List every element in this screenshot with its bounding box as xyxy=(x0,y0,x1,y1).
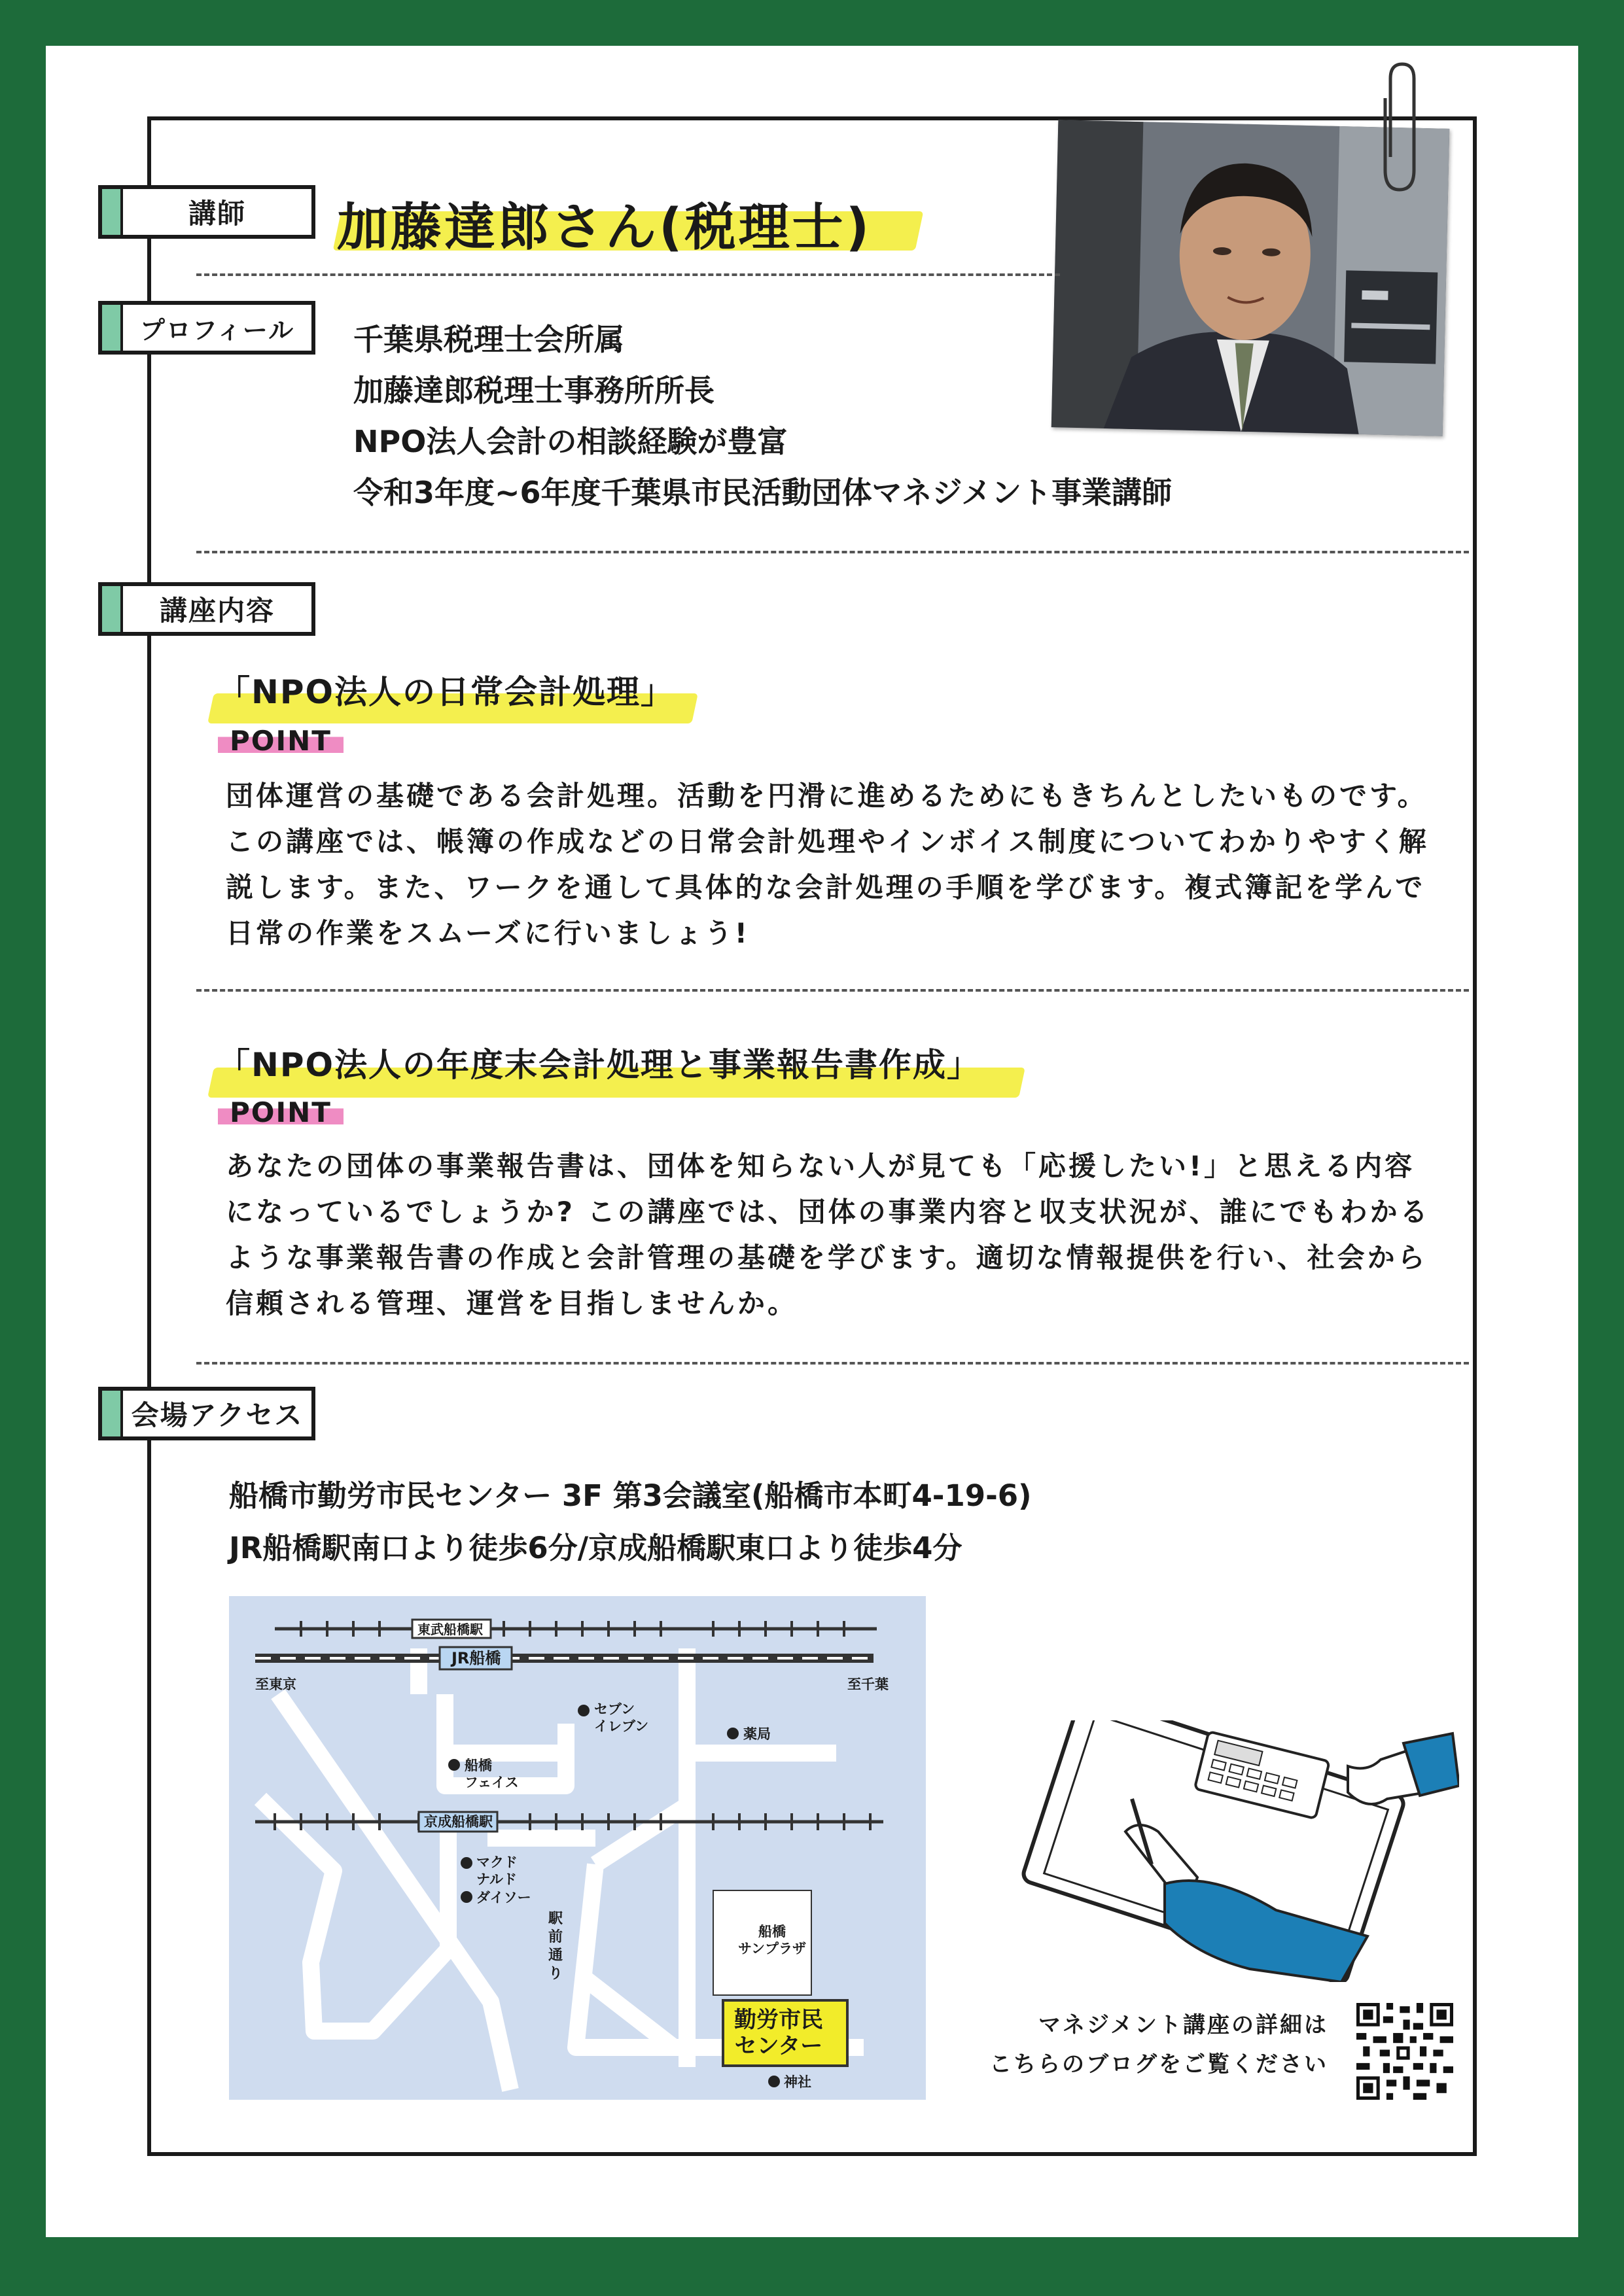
map-label-venue-2: センター xyxy=(734,2033,823,2059)
course2-title: 「NPO法人の年度末会計処理と事業報告書作成」 xyxy=(217,1046,981,1084)
paperclip-icon xyxy=(1377,59,1423,196)
course1-title: 「NPO法人の日常会計処理」 xyxy=(217,673,675,711)
lecturer-name-block xyxy=(337,186,872,260)
course1-line: 団体運営の基礎である会計処理。活動を円滑に進めるためにもきちんとしたいものです。 xyxy=(226,780,1428,812)
map-label-face-2: フェイス xyxy=(465,1775,519,1790)
point-badge: POINT xyxy=(218,1096,344,1128)
map-label-seven xyxy=(594,1701,648,1735)
course-label: 講座内容 xyxy=(159,595,275,627)
course2-line: になっているでしょうか? この講座では、団体の事業内容と収支状況が、誰にでもわかる xyxy=(226,1196,1430,1228)
map-label-mcd-2: ナルド xyxy=(476,1871,517,1887)
calculator-clipboard-illustration-icon xyxy=(1001,1720,1459,1982)
map-label-jr: JR船橋 xyxy=(451,1649,501,1667)
course1-line: 説します。また、ワークを通して具体的な会計処理の手順を学びます。複式簿記を学んで xyxy=(226,871,1426,903)
lecturer-label-tab xyxy=(98,185,315,239)
profile-line: NPO法人会計の相談経験が豊富 xyxy=(353,424,788,459)
map-label-to-tokyo: 至東京 xyxy=(255,1677,296,1692)
point-badge: POINT xyxy=(218,725,344,757)
divider xyxy=(196,273,1060,276)
profile-line: 加藤達郎税理士事務所所長 xyxy=(353,373,715,408)
divider xyxy=(196,989,1469,992)
lecturer-label: 講師 xyxy=(188,198,246,230)
map-label-sunplaza xyxy=(738,1923,806,1957)
map-label-seven-1: セブン xyxy=(594,1701,635,1717)
profile-lines xyxy=(353,314,1172,518)
profile-label-tab xyxy=(98,301,315,355)
course2-line: あなたの団体の事業報告書は、団体を知らない人が見ても「応援したい!」と思える内容 xyxy=(226,1150,1415,1182)
course2-line: ような事業報告書の作成と会計管理の基礎を学びます。適切な情報提供を行い、社会から xyxy=(226,1242,1428,1274)
map-label-shrine: 神社 xyxy=(784,2074,811,2090)
access-label: 会場アクセス xyxy=(131,1399,304,1431)
blog-line-2: こちらのブログをご覧ください xyxy=(989,2051,1328,2078)
venue-directions: JR船橋駅南口より徒歩6分/京成船橋駅東口より徒歩4分 xyxy=(229,1531,962,1565)
profile-line: 千葉県税理士会所属 xyxy=(353,322,624,357)
map-label-mcdonalds xyxy=(476,1854,518,1888)
course-label-tab xyxy=(98,582,315,636)
tab-accent xyxy=(102,1391,123,1436)
lecturer-name: 加藤達郎さん(税理士) xyxy=(337,198,872,257)
qr-code-icon[interactable] xyxy=(1356,2003,1453,2100)
access-map xyxy=(229,1596,926,2100)
blog-notice xyxy=(962,2006,1328,2084)
access-label-tab xyxy=(98,1387,315,1440)
course1-line: 日常の作業をスムーズに行いましょう! xyxy=(226,917,750,949)
map-label-mcd-1: マクド xyxy=(476,1854,518,1870)
tab-accent xyxy=(102,189,123,235)
divider xyxy=(196,551,1469,553)
venue-address: 船橋市勤労市民センター 3F 第3会議室(船橋市本町4-19-6) xyxy=(229,1478,1032,1513)
map-label-daiso: ダイソー xyxy=(476,1890,531,1905)
tab-accent xyxy=(102,586,123,632)
map-label-keisei: 京成船橋駅 xyxy=(424,1814,493,1830)
profile-label: プロフィール xyxy=(139,315,295,345)
map-label-face-1: 船橋 xyxy=(465,1758,492,1773)
map-label-venue-1: 勤労市民 xyxy=(734,2007,823,2033)
map-label-sunplaza-1: 船橋 xyxy=(758,1924,786,1939)
map-label-to-chiba: 至千葉 xyxy=(847,1677,889,1692)
map-label-sunplaza-2: サンプラザ xyxy=(738,1941,806,1957)
course1-line: この講座では、帳簿の作成などの日常会計処理やインボイス制度についてわかりやすく解 xyxy=(226,826,1429,858)
course2-line: 信頼される管理、運営を目指しませんか。 xyxy=(226,1287,798,1319)
blog-line-1: マネジメント講座の詳細は xyxy=(1038,2012,1328,2038)
map-label-seven-2: イレブン xyxy=(594,1718,649,1734)
course2-description xyxy=(226,1143,1502,1327)
tab-accent xyxy=(102,305,123,351)
map-label-ekimae: 駅前通り xyxy=(548,1911,563,1982)
profile-line: 令和3年度~6年度千葉県市民活動団体マネジメント事業講師 xyxy=(353,475,1173,510)
map-label-pharmacy: 薬局 xyxy=(743,1726,771,1742)
map-label-venue xyxy=(734,2007,823,2059)
map-label-face xyxy=(465,1757,519,1791)
map-label-tobu: 東武船橋駅 xyxy=(417,1622,483,1637)
course1-description xyxy=(226,773,1502,956)
divider xyxy=(196,1362,1469,1365)
